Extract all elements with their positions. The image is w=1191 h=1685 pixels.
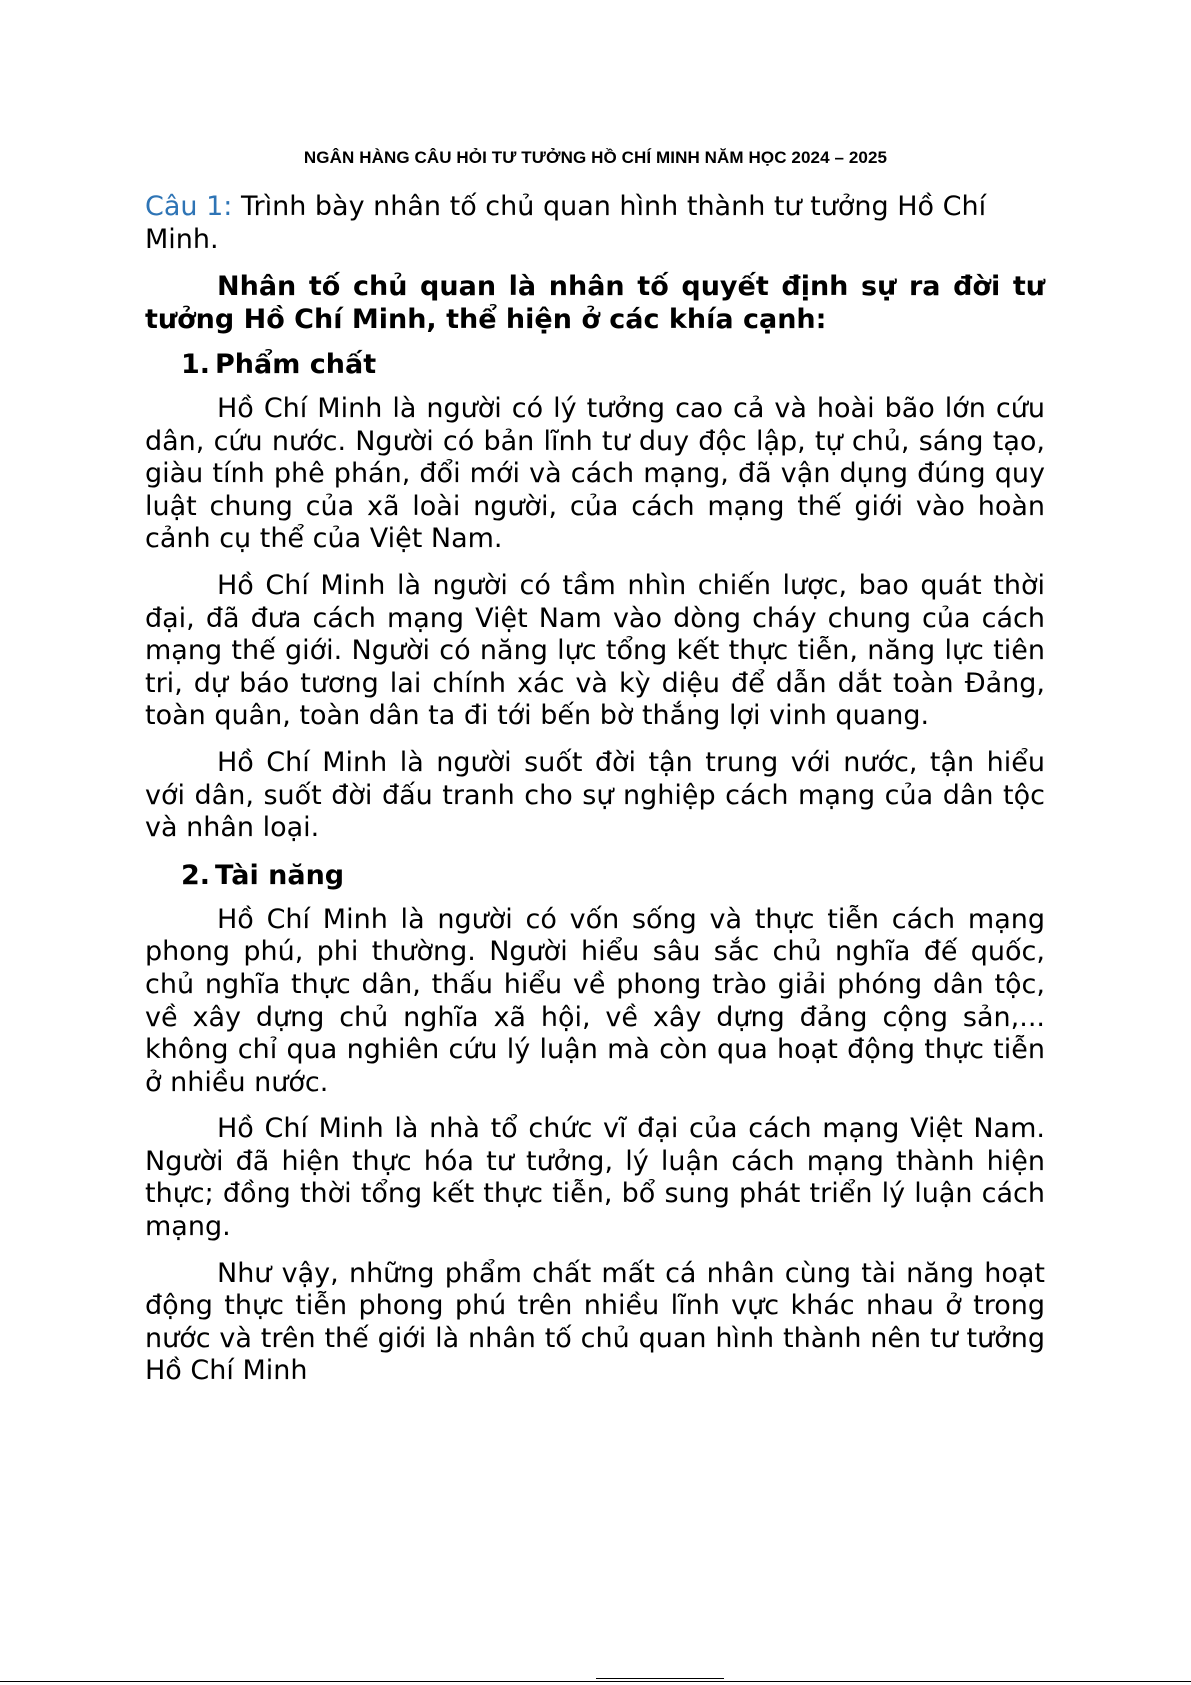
section-heading-tai-nang bbox=[181, 859, 1045, 892]
question-title bbox=[145, 190, 1045, 256]
conclusion-paragraph: Như vậy, những phẩm chất mất cá nhân cùng tài năng hoạt động thực tiễn phong phú trên nhiều lĩnh vực khác nhau ở trong nước và trên thế giới là nhân tố chủ quan hình thành nên tư tưởng Hồ Chí Minh bbox=[145, 1257, 1045, 1387]
section-heading-pham-chat bbox=[181, 348, 1045, 381]
section-number: 2. bbox=[181, 859, 211, 891]
page-header: NGÂN HÀNG CÂU HỎI TƯ TƯỞNG HỒ CHÍ MINH NĂM HỌC 2024 – 2025 bbox=[303, 148, 888, 167]
paragraph: Hồ Chí Minh là người có tầm nhìn chiến lược, bao quát thời đại, đã đưa cách mạng Việt Nam vào dòng cháy chung của cách mạng thế giới. Người có năng lực tổng kết thực tiễn, năng lực tiên tri, dự báo tương lai chính xác và kỳ diệu để dẫn dắt toàn Đảng, toàn quân, toàn dân ta đi tới bến bờ thắng lợi vinh quang. bbox=[145, 569, 1045, 732]
lead-paragraph: Nhân tố chủ quan là nhân tố quyết định sự ra đời tư tưởng Hồ Chí Minh, thể hiện ở các khía cạnh: bbox=[145, 271, 1045, 335]
page-bottom-rule bbox=[0, 1681, 1191, 1682]
question-label: Câu 1: bbox=[145, 191, 233, 222]
section-title: Tài năng bbox=[215, 859, 345, 891]
question-text: Trình bày nhân tố chủ quan hình thành tư tưởng Hồ Chí Minh. bbox=[145, 191, 987, 255]
section-number: 1. bbox=[181, 349, 211, 380]
paragraph: Hồ Chí Minh là người suốt đời tận trung với nước, tận hiểu với dân, suốt đời đấu tranh cho sự nghiệp cách mạng của dân tộc và nhân loại. bbox=[145, 746, 1045, 844]
paragraph: Hồ Chí Minh là người có vốn sống và thực tiễn cách mạng phong phú, phi thường. Người hiểu sâu sắc chủ nghĩa đế quốc, chủ nghĩa thực dân, thấu hiểu về phong trào giải phóng dân tộc, về xây dựng chủ nghĩa xã hội, về xây dựng đảng cộng sản,... không chỉ qua nghiên cứu lý luận mà còn qua hoạt động thực tiễn ở nhiều nước. bbox=[145, 903, 1045, 1098]
section-title: Phẩm chất bbox=[215, 349, 377, 380]
paragraph: Hồ Chí Minh là người có lý tưởng cao cả và hoài bão lớn cứu dân, cứu nước. Người có bản lĩnh tư duy độc lập, tự chủ, sáng tạo, giàu tính phê phán, đổi mới và cách mạng, đã vận dụng đúng quy luật chung của xã loài người, của cách mạng thế giới vào hoàn cảnh cụ thể của Việt Nam. bbox=[145, 393, 1045, 555]
document-body bbox=[145, 190, 1045, 1402]
page-bottom-tab-mark bbox=[596, 1678, 724, 1681]
paragraph: Hồ Chí Minh là nhà tổ chức vĩ đại của cách mạng Việt Nam. Người đã hiện thực hóa tư tưởng, lý luận cách mạng thành hiện thực; đồng thời tổng kết thực tiễn, bổ sung phát triển lý luận cách mạng. bbox=[145, 1113, 1045, 1243]
